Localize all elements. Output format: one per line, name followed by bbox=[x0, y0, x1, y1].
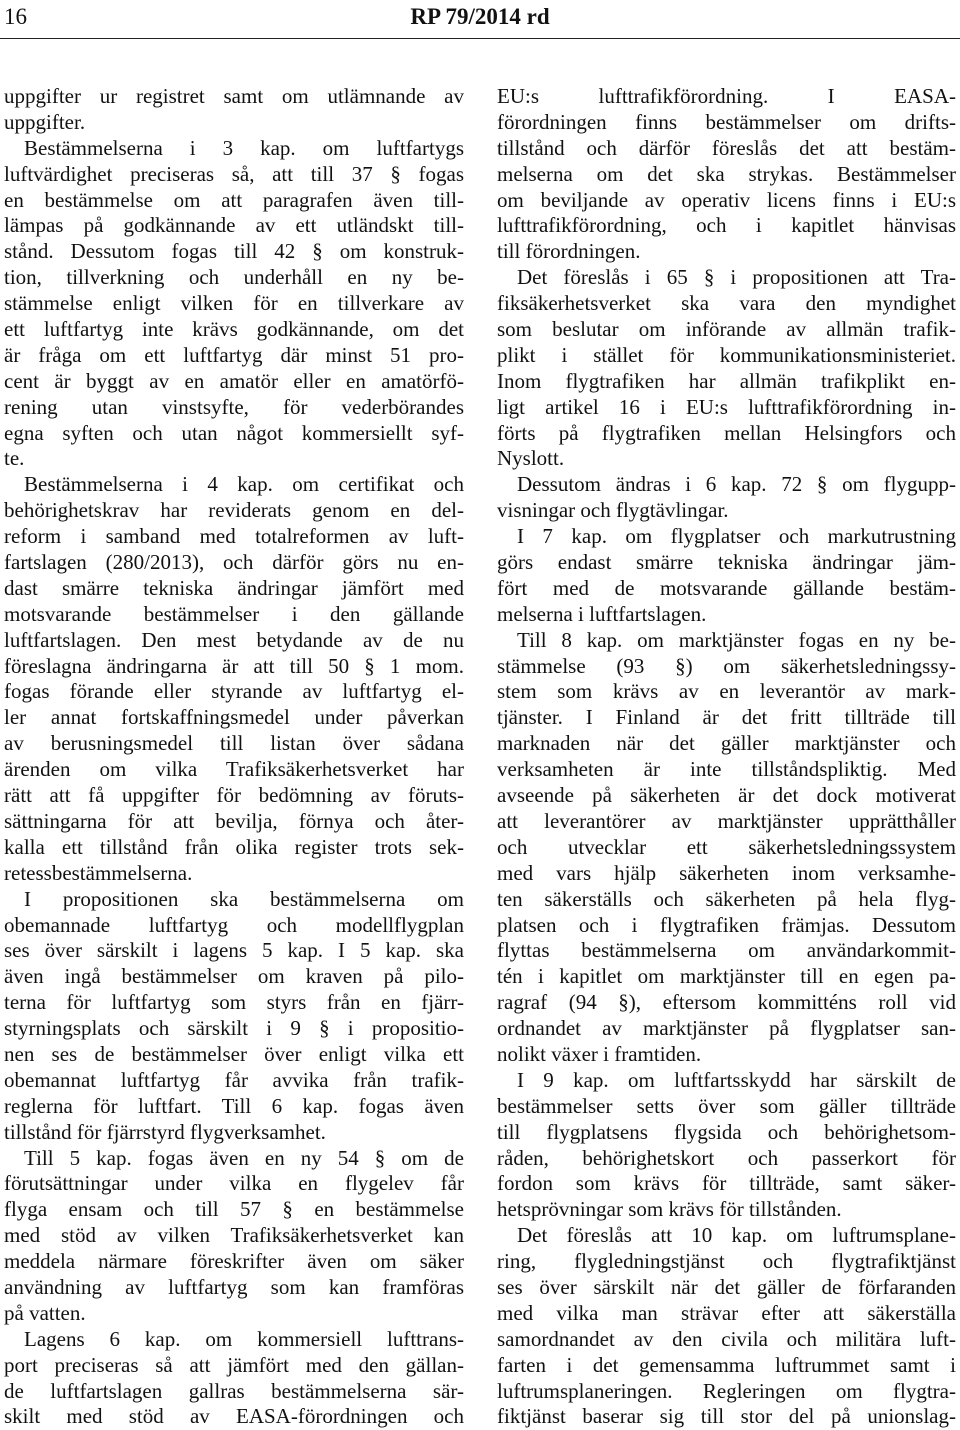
text-line: melserna om det ska strykas. Bestämmelser bbox=[497, 161, 956, 186]
text-line: Till 8 kap. om marktjänster fogas en ny be- bbox=[517, 627, 956, 652]
text-line: Dessutom ändras i 6 kap. 72 § om flygupp- bbox=[517, 472, 956, 497]
text-line: stem som krävs av en leverantör av mark- bbox=[497, 679, 956, 704]
text-line: ring, flygledningstjänst och flygtrafiktjänst bbox=[497, 1249, 956, 1274]
text-line: reform i samband med totalreformen av luft- bbox=[4, 524, 464, 549]
text-line: att leverantörer av marktjänster upprätthåller bbox=[497, 808, 956, 833]
text-line: med vars hjälp säkerheten inom verksamhe- bbox=[497, 860, 956, 885]
text-line: Bestämmelserna i 4 kap. om certifikat och bbox=[24, 472, 464, 497]
text-line: Bestämmelserna i 3 kap. om luftfartygs bbox=[24, 135, 464, 160]
text-line: marknaden när det gäller marktjänster och bbox=[497, 731, 956, 756]
text-line: melserna i luftfartslagen. bbox=[497, 601, 707, 626]
text-line: som beslutar om införande av allmän trafik- bbox=[497, 317, 956, 342]
text-line: till förordningen. bbox=[497, 239, 641, 264]
text-line: ordnandet av marktjänster på flygplatser san- bbox=[497, 1016, 956, 1041]
text-line: föreslagna ändringarna är att till 50 § 1 mom. bbox=[4, 653, 464, 678]
text-line: verksamheten är inte tillståndspliktig. Med bbox=[497, 757, 956, 782]
text-line: EU:s lufttrafikförordning. I EASA- bbox=[497, 84, 956, 108]
text-line: farten i det gemensamma luftrummet samt i bbox=[497, 1352, 956, 1377]
text-line: ses över särskilt när det gäller de förfaranden bbox=[497, 1274, 956, 1299]
header-rule bbox=[0, 38, 960, 39]
text-line: luftrumsplaneringen. Regleringen om flygtra- bbox=[497, 1378, 956, 1403]
text-line: te. bbox=[4, 446, 25, 471]
text-line: görs endast smärre tekniska ändringar jäm- bbox=[497, 550, 956, 575]
left-text-column bbox=[4, 84, 464, 1430]
text-line: I 9 kap. om luftfartsskydd har särskilt de bbox=[517, 1067, 956, 1092]
text-line: platsen och i flygtrafiken främjas. Dessutom bbox=[497, 912, 956, 937]
page-number: 16 bbox=[4, 4, 27, 29]
text-line: med vilka man strävar efter att säkerställa bbox=[497, 1300, 956, 1325]
text-line: stånd. Dessutom fogas till 42 § om konstruk- bbox=[4, 239, 464, 264]
text-line: de luftfartslagen gallras bestämmelserna sär- bbox=[4, 1378, 464, 1403]
text-line: nolikt växer i framtiden. bbox=[497, 1041, 702, 1066]
text-line: till flygplatsens flygsida och behörighetsom- bbox=[497, 1119, 956, 1144]
text-line: I propositionen ska bestämmelserna om bbox=[24, 886, 464, 911]
text-line: fartslagen (280/2013), och därför görs nu en- bbox=[4, 550, 464, 575]
text-line: skilt med stöd av EASA-förordningen och bbox=[4, 1404, 464, 1429]
text-line: användning av luftfartyg som kan framföras bbox=[4, 1274, 464, 1299]
text-line: rätt att få uppgifter för bedömning av föruts- bbox=[4, 783, 464, 808]
text-line: förordningen finns bestämmelser om drifts- bbox=[497, 109, 956, 134]
text-line: avseende på säkerheten är det dock motiverat bbox=[497, 783, 956, 808]
text-line: stämmelse enligt vilken för en tillverkare av bbox=[4, 291, 464, 316]
text-line: ett luftfartyg inte krävs godkännande, om det bbox=[4, 317, 464, 342]
text-line: är fråga om ett luftfartyg där minst 51 pro- bbox=[4, 342, 464, 367]
text-line: nen ses de bestämmelser över enligt vilka ett bbox=[4, 1041, 464, 1066]
page-header bbox=[0, 0, 960, 40]
text-line: tillstånd för fjärrstyrd flygverksamhet. bbox=[4, 1119, 326, 1144]
text-line: ses över särskilt i lagens 5 kap. I 5 kap. ska bbox=[4, 938, 464, 963]
text-line: tion, tillverkning och underhåll en ny be- bbox=[4, 265, 464, 290]
text-line: om beviljande av operativ licens finns i EU:s bbox=[497, 187, 956, 212]
text-line: uppgifter. bbox=[4, 109, 86, 134]
text-line: ten säkerställs och säkerheten på hela flyg- bbox=[497, 886, 956, 911]
text-line: visningar och flygtävlingar. bbox=[497, 498, 729, 523]
text-line: stämmelse (93 §) om säkerhetsledningssy- bbox=[497, 653, 956, 678]
text-line: ligt artikel 16 i EU:s lufttrafikförordning in- bbox=[497, 394, 956, 419]
text-line: fiksäkerhetsverket ska vara den myndighet bbox=[497, 291, 956, 316]
text-line: även ingå bestämmelser om kraven på pilo- bbox=[4, 964, 464, 989]
text-line: egna syften och utan något kommersiellt syf- bbox=[4, 420, 464, 445]
text-line: och utvecklar ett säkerhetsledningssystem bbox=[497, 834, 956, 859]
text-line: ler annat fortskaffningsmedel under påverkan bbox=[4, 705, 464, 730]
text-line: Nyslott. bbox=[497, 446, 565, 471]
text-line: reglerna för luftfart. Till 6 kap. fogas även bbox=[4, 1093, 464, 1118]
text-line: Det föreslås att 10 kap. om luftrumsplane- bbox=[517, 1223, 956, 1248]
text-line: lufttrafikförordning, och i kapitlet hänvisas bbox=[497, 213, 956, 238]
text-line: terna för luftfartyg som styrs från en fjärr- bbox=[4, 990, 464, 1015]
text-line: Det föreslås i 65 § i propositionen att Tra- bbox=[517, 265, 956, 290]
text-line: meddela närmare föreskrifter även om säker bbox=[4, 1249, 464, 1274]
text-line: Inom flygtrafiken har allmän trafikplikt en- bbox=[497, 368, 956, 393]
text-line: råden, behörighetskort och passerkort för bbox=[497, 1145, 956, 1170]
text-line: motsvarande bestämmelser i den gällande bbox=[4, 601, 464, 626]
text-line: sättningarna för att bevilja, förnya och åter- bbox=[4, 808, 464, 833]
text-line: flyttas bestämmelserna om användarkommit- bbox=[497, 938, 956, 963]
text-line: Lagens 6 kap. om kommersiell lufttrans- bbox=[24, 1326, 464, 1351]
text-line: behörighetskrav har reviderats genom en del- bbox=[4, 498, 464, 523]
text-line: uppgifter ur registret samt om utlämnande av bbox=[4, 84, 464, 108]
text-line: bestämmelser setts över som gäller tillträde bbox=[497, 1093, 956, 1118]
text-line: port preciseras så att jämfört med den gällan- bbox=[4, 1352, 464, 1377]
right-text-column bbox=[497, 84, 956, 1430]
text-line: dast smärre tekniska ändringar jämfört med bbox=[4, 575, 464, 600]
text-line: I 7 kap. om flygplatser och markutrustning bbox=[517, 524, 956, 549]
text-line: förutsättningar under vilka en flygelev får bbox=[4, 1171, 464, 1196]
text-line: retessbestämmelserna. bbox=[4, 860, 193, 885]
text-line: luftvärdighet preciseras så, att till 37 § fogas bbox=[4, 161, 464, 186]
text-line: cent är byggt av en amatör eller en amatörfö- bbox=[4, 368, 464, 393]
text-line: på vatten. bbox=[4, 1300, 86, 1325]
text-line: förts på flygtrafiken mellan Helsingfors och bbox=[497, 420, 956, 445]
text-line: med stöd av vilken Trafiksäkerhetsverket kan bbox=[4, 1223, 464, 1248]
text-line: obemannat luftfartyg får avvika från trafik- bbox=[4, 1067, 464, 1092]
text-line: en bestämmelse om att paragrafen även till- bbox=[4, 187, 464, 212]
text-line: tillstånd och därför föreslås det att bestäm- bbox=[497, 135, 956, 160]
text-line: Till 5 kap. fogas även en ny 54 § om de bbox=[24, 1145, 464, 1170]
text-line: styrningsplats och särskilt i 9 § i propositio- bbox=[4, 1016, 464, 1041]
text-line: rening utan vinstsyfte, för vederbörandes bbox=[4, 394, 464, 419]
text-line: tén i kapitlet om marktjänster till en egen pa- bbox=[497, 964, 956, 989]
text-line: flyga ensam och till 57 § en bestämmelse bbox=[4, 1197, 464, 1222]
document-id: RP 79/2014 rd bbox=[410, 4, 550, 29]
text-line: av berusningsmedel till listan över sådana bbox=[4, 731, 464, 756]
text-line: luftfartslagen. Den mest betydande av de nu bbox=[4, 627, 464, 652]
text-line: kalla ett tillstånd från olika register trots sek- bbox=[4, 834, 464, 859]
text-line: hetsprövningar som krävs för tillstånden. bbox=[497, 1197, 842, 1222]
text-line: fordon som krävs för tillträde, samt säker- bbox=[497, 1171, 956, 1196]
text-line: fört med de motsvarande gällande bestäm- bbox=[497, 575, 956, 600]
text-line: tjänster. I Finland är det fritt tillträde till bbox=[497, 705, 956, 730]
text-line: samordnandet av den civila och militära luft- bbox=[497, 1326, 956, 1351]
text-line: plikt i stället för kommunikationsministeriet. bbox=[497, 342, 956, 367]
text-line: fogas förande eller styrande av luftfartyg el- bbox=[4, 679, 464, 704]
text-line: fiktjänst baserar sig till stor del på unionslag- bbox=[497, 1404, 956, 1429]
text-line: obemannade luftfartyg och modellflygplan bbox=[4, 912, 464, 937]
text-line: ärenden om vilka Trafiksäkerhetsverket har bbox=[4, 757, 464, 782]
text-line: ragraf (94 §), eftersom kommitténs roll vid bbox=[497, 990, 956, 1015]
text-line: lämpas på godkännande av ett utländskt till- bbox=[4, 213, 464, 238]
